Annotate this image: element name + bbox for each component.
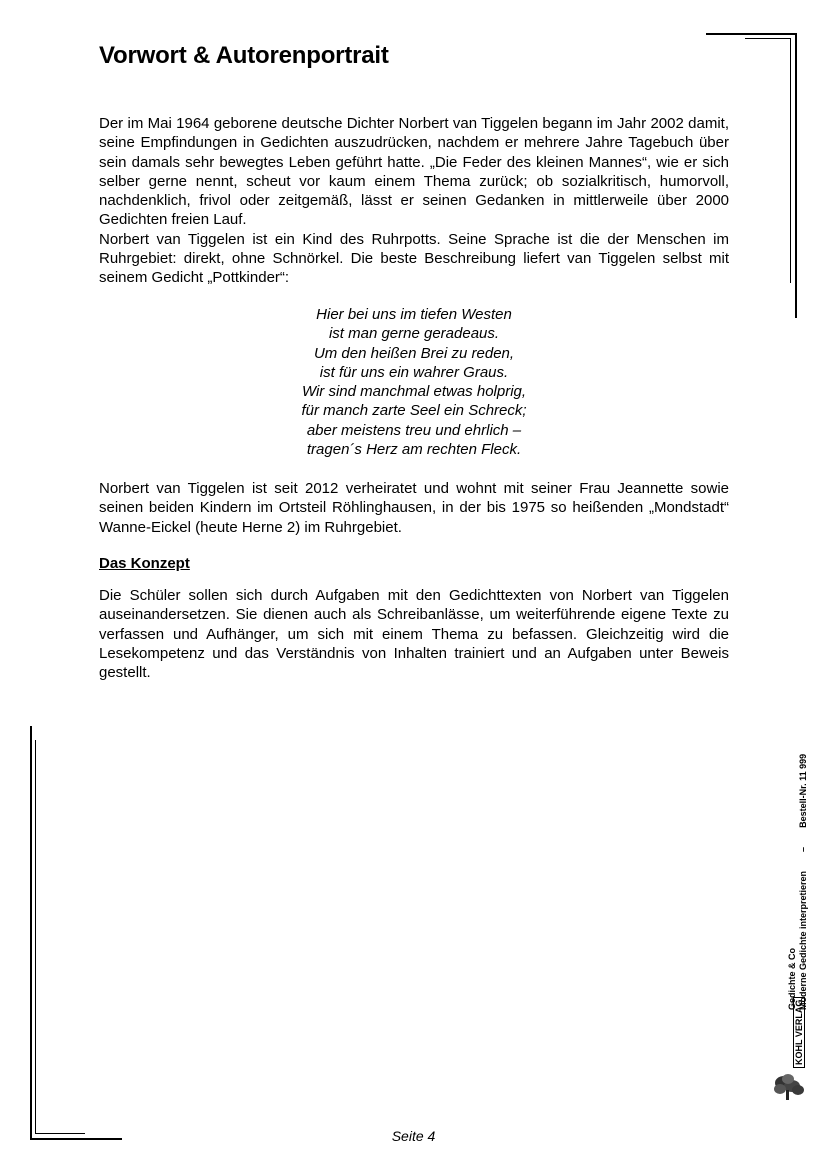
frame-top-right-horizontal — [706, 33, 796, 35]
family-section — [99, 479, 729, 537]
poem-line: Wir sind manchmal etwas holprig, — [301, 383, 527, 401]
publisher-name: KOHL VERLAG — [793, 997, 805, 1068]
poem-line: aber meistens treu und ehrlich – — [306, 421, 522, 439]
frame-bottom-left-vertical-inner — [35, 740, 36, 1134]
poem-line: für manch zarte Seel ein Schreck; — [301, 402, 527, 420]
concept-paragraph: Die Schüler sollen sich durch Aufgaben mit den Gedichttexten von Norbert van Tiggelen auseinandersetzen. Sie dienen auch als Schreibanlässe, um weiterführende eigene Texte zu verfassen und Aufhänger, um sich mit einem Thema zu befassen. Gleichzeitig wird die Lesekompetenz und das Verständnis von Inhalten trainiert und an Aufgaben unter Beweis gestellt. — [99, 587, 729, 682]
poem-line: ist für uns ein wahrer Graus. — [319, 363, 509, 381]
poem-line: ist man gerne geradeaus. — [328, 325, 500, 343]
poem-block — [99, 305, 729, 459]
poem-line: tragen´s Herz am rechten Fleck. — [306, 441, 522, 459]
series-title: Gedichte & Co — [787, 947, 797, 1010]
order-number: Bestell-Nr. 11 999 — [798, 753, 808, 828]
book-title-line — [798, 754, 809, 1010]
concept-heading: Das Konzept — [99, 555, 190, 572]
ruhr-paragraph: Norbert van Tiggelen ist ein Kind des Ruhrpotts. Seine Sprache ist die der Menschen im Ruhrgebiet: direkt, ohne Schnörkel. Die beste Beschreibung liefert van Tiggelen selbst mit seinem Gedicht „Pottkinder“: — [99, 230, 729, 287]
page-title: Vorwort & Autorenportrait — [99, 42, 389, 69]
frame-top-right-vertical — [795, 33, 797, 318]
book-title: Moderne Gedichte interpretieren — [798, 870, 808, 1010]
poem-line: Um den heißen Brei zu reden, — [313, 344, 515, 362]
separator: – — [798, 846, 808, 852]
frame-top-right-vertical-inner — [790, 38, 791, 283]
frame-top-right-horizontal-inner — [745, 38, 791, 39]
page-number: Seite 4 — [391, 1128, 436, 1144]
frame-bottom-left-vertical — [30, 726, 32, 1139]
publisher-logo — [770, 999, 816, 1102]
intro-section — [99, 114, 729, 288]
concept-section — [99, 586, 729, 682]
intro-paragraph: Der im Mai 1964 geborene deutsche Dichter Norbert van Tiggelen begann im Jahr 2002 damit, seine Empfindungen in Gedichten auszudrücken, nachdem er mehrere Jahre Tagebuch über sein damals sehr bewegtes Leben geführt hatte. „Die Feder des kleinen Mannes“, wie er sich selber gerne nennt, scheut vor kaum einem Thema zurück; ob sozialkritisch, humorvoll, nachdenklich, frivol oder zeitgemäß, lässt er seinen Gedanken in mittlerweile über 2000 Gedichten freien Lauf. — [99, 115, 729, 229]
poem-line: Hier bei uns im tiefen Westen — [316, 306, 512, 323]
family-paragraph: Norbert van Tiggelen ist seit 2012 verheiratet und wohnt mit seiner Frau Jeannette sowie seinen beiden Kindern im Ortsteil Röhlinghausen, in der bis 1975 so heißenden „Mondstadt“ Wanne-Eickel (heute Herne 2) im Ruhrgebiet. — [99, 480, 729, 536]
